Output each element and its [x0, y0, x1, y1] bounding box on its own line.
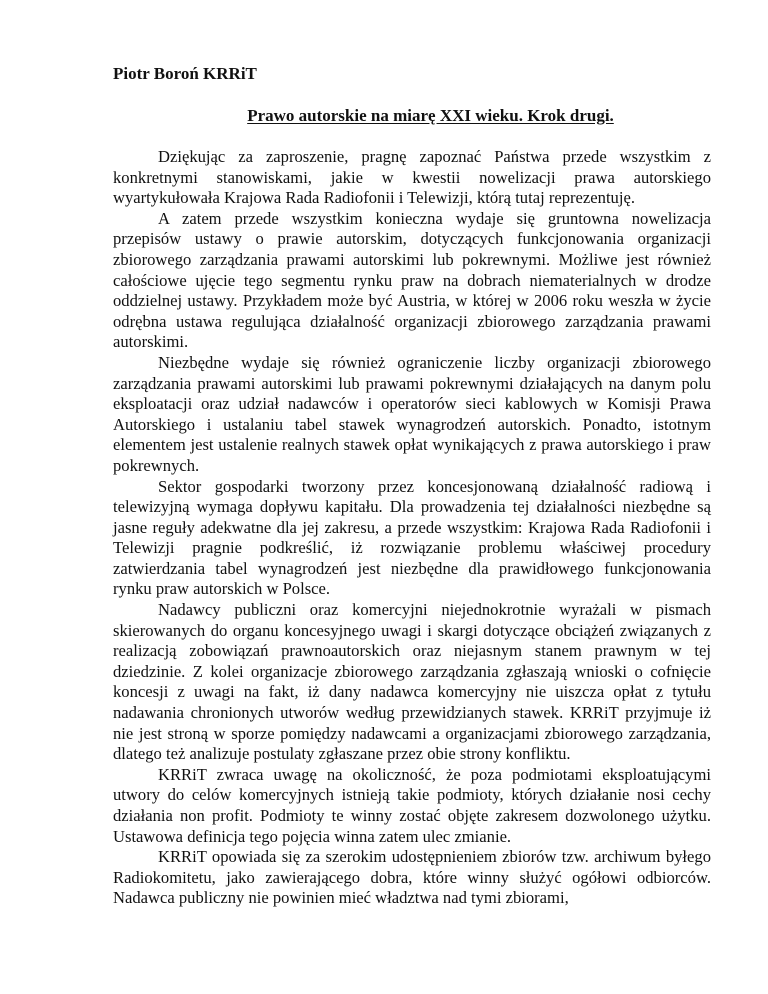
paragraph: KRRiT opowiada się za szerokim udostępnieniem zbiorów tzw. archiwum byłego Radiokomitetu, jako zawierającego dobra, które winny służyć ogółowi odbiorców. Nadawca publiczny nie powinien mieć władztwa nad tymi zbiorami, [113, 847, 711, 908]
document-title [113, 106, 688, 126]
paragraph: Dziękując za zaproszenie, pragnę zapoznać Państwa przede wszystkim z konkretnymi stanowiskami, jakie w kwestii nowelizacji prawa autorskiego wyartykułowała Krajowa Rada Radiofonii i Telewizji, którą tutaj reprezentuję. [113, 147, 711, 208]
paragraph: Niezbędne wydaje się również ograniczenie liczby organizacji zbiorowego zarządzania prawami autorskimi lub prawami pokrewnymi działających na danym polu eksploatacji oraz udział nadawców i operatorów sieci kablowych w Komisji Prawa Autorskiego i ustalaniu tabel stawek wynagrodzeń autorskich. Ponadto, istotnym elementem jest ustalenie realnych stawek opłat wynikających z prawa autorskiego i praw pokrewnych. [113, 352, 711, 475]
paragraph: A zatem przede wszystkim konieczna wydaje się gruntowna nowelizacja przepisów ustawy o prawie autorskim, dotyczących funkcjonowania organizacji zbiorowego zarządzania prawami autorskimi lub pokrewnymi. Możliwe jest również całościowe ujęcie tego segmentu rynku praw na dobrach niematerialnych w drodze oddzielnej ustawy. Przykładem może być Austria, w której w 2006 roku weszła w życie odrębna ustawa regulująca działalność organizacji zbiorowego zarządzania prawami autorskimi. [113, 208, 711, 352]
author-line: Piotr Boroń KRRiT [113, 64, 257, 83]
paragraph: KRRiT zwraca uwagę na okoliczność, że poza podmiotami eksploatującymi utwory do celów komercyjnych istnieją takie podmioty, których działanie nosi cechy działania non profit. Podmioty te winny zostać objęte zakresem dozwolonego użytku. Ustawowa definicja tego pojęcia winna zatem ulec zmianie. [113, 764, 711, 846]
document-title-text: Prawo autorskie na miarę XXI wieku. Krok drugi. [247, 106, 614, 125]
paragraph: Sektor gospodarki tworzony przez koncesjonowaną działalność radiową i telewizyjną wymaga dopływu kapitału. Dla prowadzenia tej działalności niezbędne są jasne reguły adekwatne dla jej zakresu, a przede wszystkim: Krajowa Rada Radiofonii i Telewizji pragnie podkreślić, iż rozwiązanie problemu właściwej procedury zatwierdzania tabel wynagrodzeń jest niezbędne dla prawidłowego funkcjonowania rynku praw autorskich w Polsce. [113, 476, 711, 599]
paragraph: Nadawcy publiczni oraz komercyjni niejednokrotnie wyrażali w pismach skierowanych do organu koncesyjnego uwagi i skargi dotyczące obciążeń związanych z realizacją zobowiązań prawnoautorskich oraz niejasnym stanem prawnym w tej dziedzinie. Z kolei organizacje zbiorowego zarządzania zgłaszają wnioski o cofnięcie koncesji z uwagi na fakt, iż dany nadawca komercyjny nie uiszcza opłat z tytułu nadawania chronionych utworów według przewidzianych stawek. KRRiT przyjmuje iż nie jest stroną w sporze pomiędzy nadawcami a organizacjami zbiorowego zarządzania, dlatego też analizuje postulaty zgłaszane przez obie strony konfliktu. [113, 600, 711, 764]
document-body [113, 147, 711, 909]
